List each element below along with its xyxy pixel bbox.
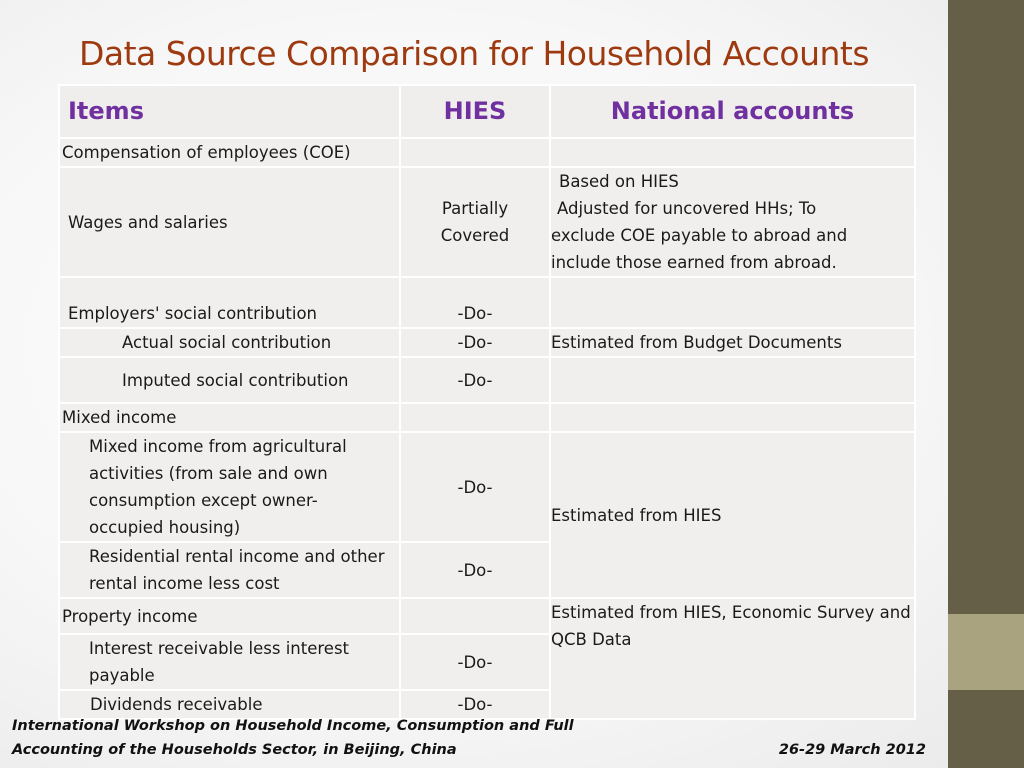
row-hies <box>400 167 550 277</box>
row-national <box>550 167 915 277</box>
row-item: Wages and salaries <box>59 167 400 277</box>
header-items: Items <box>59 85 400 138</box>
sidebar-decoration <box>948 0 1024 768</box>
row-hies: -Do- <box>400 634 550 690</box>
header-national-accounts: National accounts <box>550 85 915 138</box>
row-national: Estimated from HIES, Economic Survey and QCB Data <box>550 598 915 719</box>
row-national: Estimated from HIES <box>550 432 915 598</box>
row-hies <box>400 403 550 432</box>
row-item: Property income <box>59 598 400 634</box>
row-item: Dividends receivable <box>59 690 400 719</box>
row-item: Interest receivable less interest payable <box>59 634 400 690</box>
table-row <box>59 277 915 328</box>
hies-line: Partially <box>441 199 509 218</box>
row-item: Employers' social contribution <box>59 277 400 328</box>
row-national <box>550 357 915 403</box>
row-national <box>550 403 915 432</box>
row-item: Actual social contribution <box>59 328 400 357</box>
hies-line: Covered <box>440 226 510 245</box>
row-national <box>550 138 915 167</box>
row-item: Compensation of employees (COE) <box>59 138 400 167</box>
national-line: Adjusted for uncovered HHs; To <box>557 199 817 218</box>
slide-title: Data Source Comparison for Household Accounts <box>78 34 870 73</box>
table-header-row <box>59 85 915 138</box>
row-hies: -Do- <box>400 542 550 598</box>
row-national: Estimated from Budget Documents <box>550 328 915 357</box>
footer-line-1: International Workshop on Household Income, Consumption and Full <box>12 718 574 734</box>
row-hies: -Do- <box>400 328 550 357</box>
row-hies: -Do- <box>400 357 550 403</box>
table-row <box>59 167 915 277</box>
national-line: Based on HIES <box>559 172 679 191</box>
national-line: exclude COE payable to abroad and <box>551 226 848 245</box>
table-row <box>59 598 915 634</box>
row-hies <box>400 138 550 167</box>
row-hies: -Do- <box>400 432 550 542</box>
row-item: Residential rental income and other rental income less cost <box>59 542 400 598</box>
national-line: include those earned from abroad. <box>551 253 837 272</box>
table-row <box>59 403 915 432</box>
slide-footer <box>12 714 942 762</box>
footer-line-2: Accounting of the Households Sector, in Beijing, China <box>12 742 457 758</box>
header-hies: HIES <box>400 85 550 138</box>
table-row <box>59 357 915 403</box>
row-item: Mixed income from agricultural activities (from sale and own consumption except owner-occupied housing) <box>59 432 400 542</box>
row-hies: -Do- <box>400 690 550 719</box>
comparison-table <box>58 84 916 720</box>
row-item: Imputed social contribution <box>59 357 400 403</box>
table-row <box>59 328 915 357</box>
table-row <box>59 138 915 167</box>
row-hies: -Do- <box>400 277 550 328</box>
table-row <box>59 432 915 542</box>
sidebar-accent-block <box>948 614 1024 690</box>
row-national <box>550 277 915 328</box>
row-hies <box>400 598 550 634</box>
footer-date: 26-29 March 2012 <box>778 742 926 758</box>
row-item: Mixed income <box>59 403 400 432</box>
